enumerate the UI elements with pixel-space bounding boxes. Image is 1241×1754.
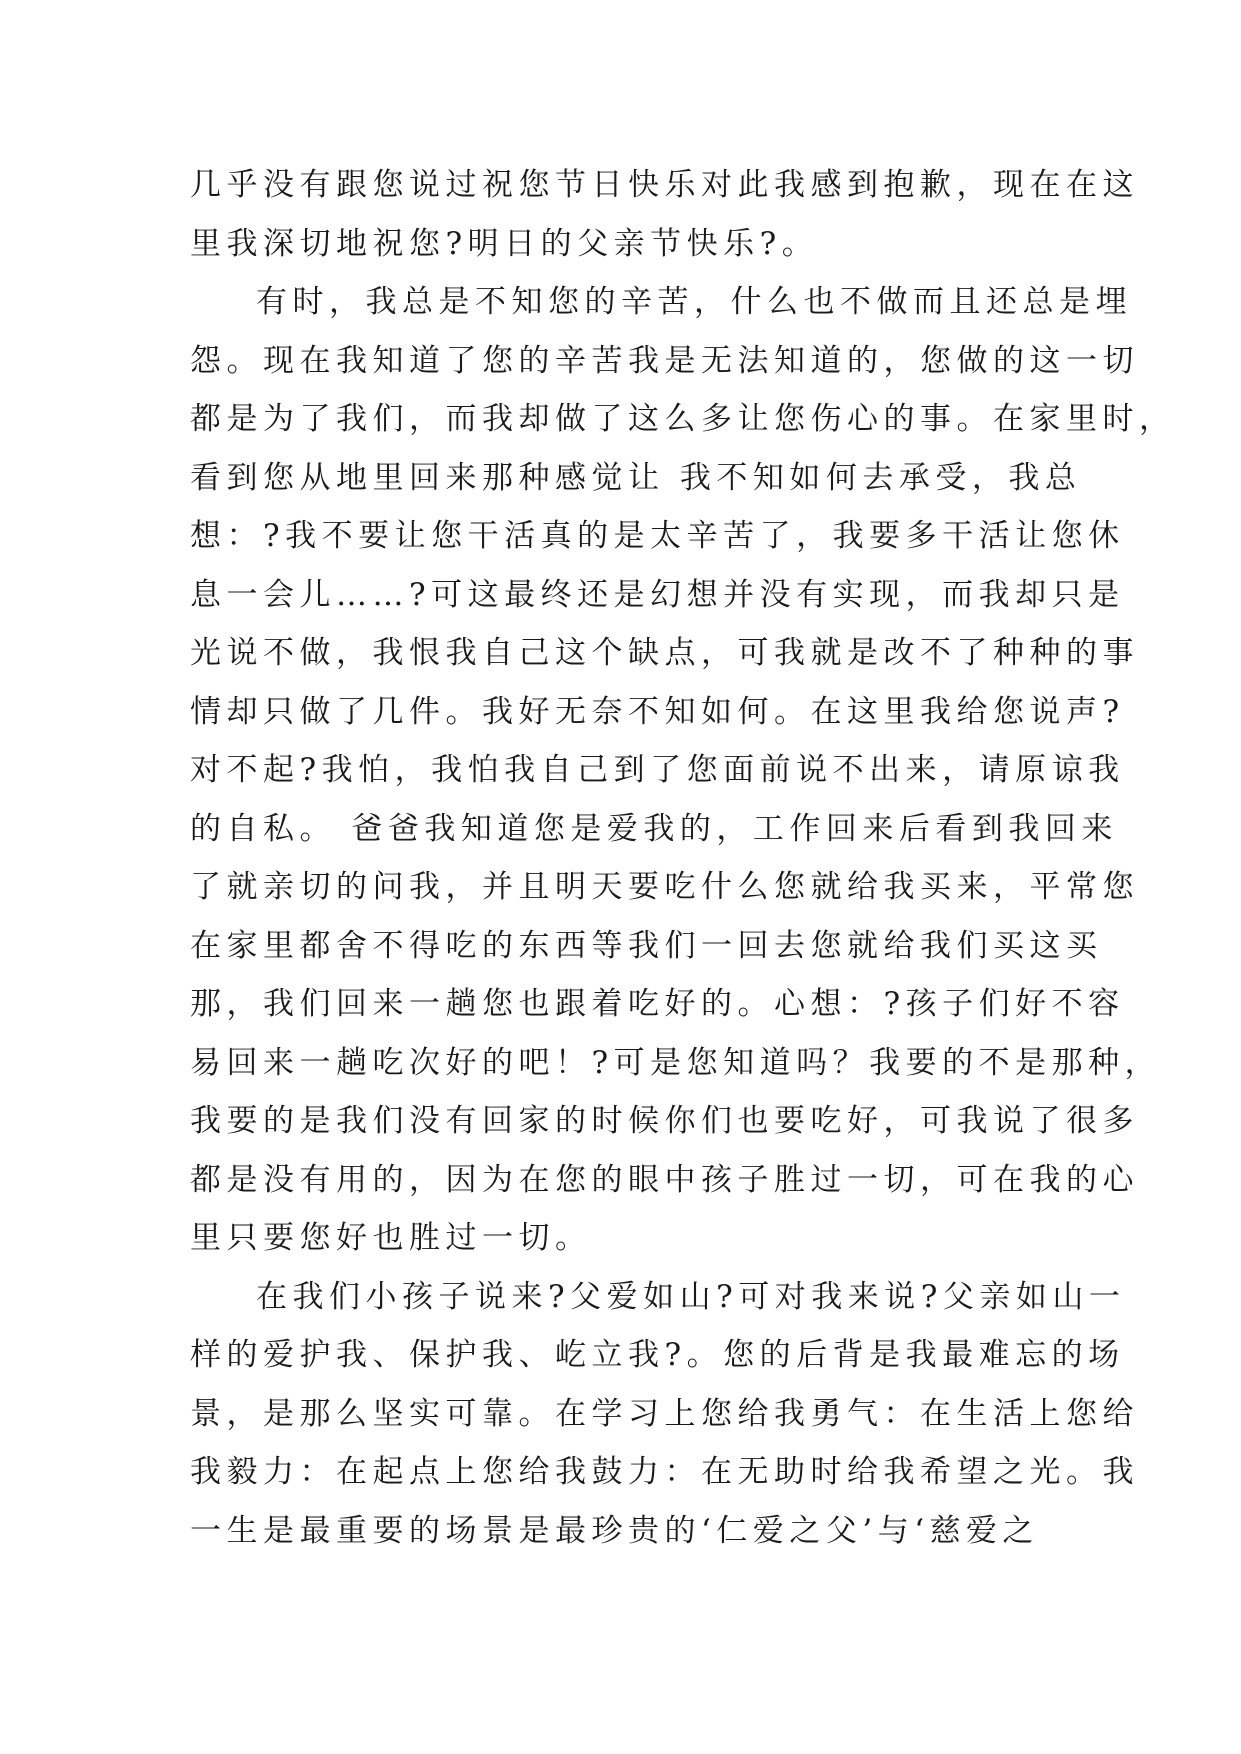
text-line: 想：?我不要让您干活真的是太辛苦了，我要多干活让您休 xyxy=(190,518,1125,554)
text-line: 都是为了我们，而我却做了这么多让您伤心的事。在家里时， xyxy=(190,401,1176,437)
text-line: 易回来一趟吃次好的吧！?可是您知道吗？我要的不是那种， xyxy=(190,1044,1162,1081)
text-line: 里只要您好也胜过一切。 xyxy=(190,1220,592,1256)
text-line: 的自私。 爸爸我知道您是爱我的，工作回来后看到我回来 xyxy=(190,810,1118,847)
text-line: 在家里都舍不得吃的东西等我们一回去您就给我们买这买 xyxy=(190,927,1103,964)
text-line: 都是没有用的，因为在您的眼中孩子胜过一切，可在我的心 xyxy=(190,1161,1139,1198)
text-line: 看到您从地里回来那种感觉让 我不知如何去承受，我总 xyxy=(190,459,1082,496)
text-line: 了就亲切的问我，并且明天要吃什么您就给我买来，平常您 xyxy=(190,869,1139,905)
text-line: 里我深切地祝您?明日的父亲节快乐?。 xyxy=(190,225,819,262)
text-line: 那，我们回来一趟您也跟着吃好的。心想：?孩子们好不容 xyxy=(190,986,1125,1022)
text-line: 息一会儿……?可这最终还是幻想并没有实现，而我却只是 xyxy=(190,576,1125,613)
text-line: 怨。现在我知道了您的辛苦我是无法知道的，您做的这一切 xyxy=(190,342,1139,379)
paragraph-start-line: 有时，我总是不知您的辛苦，什么也不做而且还总是埋 xyxy=(256,284,1132,320)
text-line: 几乎没有跟您说过祝您节日快乐对此我感到抱歉，现在在这 xyxy=(190,167,1139,203)
body-text xyxy=(190,156,1176,1560)
text-line: 一生是最重要的场景是最珍贵的‘仁爱之父’与‘慈爱之 xyxy=(190,1512,1040,1549)
text-line: 对不起?我怕，我怕我自己到了您面前说不出来，请原谅我 xyxy=(190,752,1125,788)
text-line: 我要的是我们没有回家的时候你们也要吃好，可我说了很多 xyxy=(190,1103,1139,1139)
text-line: 我毅力：在起点上您给我鼓力：在无助时给我希望之光。我 xyxy=(190,1454,1139,1490)
text-line: 景，是那么坚实可靠。在学习上您给我勇气：在生活上您给 xyxy=(190,1395,1139,1432)
text-line: 光说不做，我恨我自己这个缺点，可我就是改不了种种的事 xyxy=(190,635,1139,671)
text-line: 样的爱护我、保护我、屹立我?。您的后背是我最难忘的场 xyxy=(190,1337,1125,1373)
paragraph-start-line: 在我们小孩子说来?父爱如山?可对我来说?父亲如山一 xyxy=(256,1278,1126,1315)
text-line: 情却只做了几件。我好无奈不知如何。在这里我给您说声? xyxy=(190,693,1125,730)
